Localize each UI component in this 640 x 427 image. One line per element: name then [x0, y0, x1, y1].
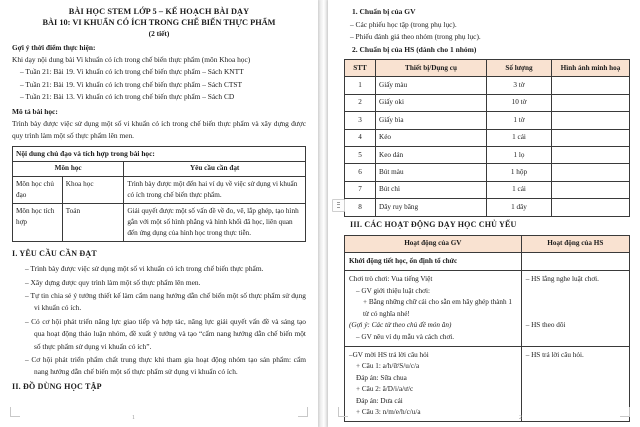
prep-gv-item: – Các phiếu học tập (trong phụ lục).: [350, 19, 457, 29]
supplies-header-stt: STT: [345, 60, 376, 77]
section-heading-iii: III. CÁC HOẠT ĐỘNG DẠY HỌC CHỦ YẾU: [350, 219, 517, 229]
supplies-cell-item: Bút chì: [376, 181, 487, 198]
supplies-header-image: Hình ảnh minh hoạ: [552, 60, 630, 77]
timing-intro: Khi dạy nội dung bài Vi khuẩn có ích trong chế biến thực phẩm (môn Khoa học): [12, 55, 251, 64]
table-row: [13, 177, 306, 204]
supplies-cell-stt: 3: [345, 112, 376, 129]
table-row: [13, 204, 306, 242]
supplies-cell-image: [552, 129, 630, 146]
table-header-row: [345, 235, 630, 252]
activity-line: Chơi trò chơi: Vua tiếng Việt: [349, 275, 433, 284]
timing-item: – Tuần 21: Bài 19. Vi khuẩn có ích trong chế biến thực phẩm – Sách KNTT: [20, 67, 244, 76]
activities-table: [344, 235, 630, 423]
list-item: – Có cơ hội phát triển năng lực giao tiếp và hợp tác, năng lực giải quyết vấn đề và sáng tạo qua hoạt động thảo luận nhóm, đề xuất ý tưởng và tạo “cẩm nang hướng dẫn chế biến một số thực phẩm sử dụng vi khuẩn có ích”.: [25, 317, 306, 351]
supplies-cell-item: Bút màu: [376, 164, 487, 181]
table-row: [345, 112, 630, 129]
supplies-cell-image: [552, 147, 630, 164]
supplies-cell-item: Giấy oki: [376, 94, 487, 111]
activity-question: + Câu 3: n/m/e/h/c/u/a: [356, 407, 421, 416]
supplies-cell-qty: 3 tờ: [487, 77, 552, 94]
supplies-cell-qty: 1 tờ: [487, 112, 552, 129]
page-number: 2: [519, 415, 522, 421]
content-row-requirement: Trình bày được một đến hai ví dụ về việc sử dụng vi khuẩn có ích trong chế biến thực phẩm.: [124, 177, 306, 204]
supplies-table: [344, 59, 630, 217]
activities-warmup-label: Khởi động tiết học, ổn định tổ chức: [345, 253, 522, 271]
activity-spacer: [526, 297, 625, 308]
activity-question: + Câu 2: ă/D/i/a/ư/c: [356, 385, 414, 394]
supplies-cell-image: [552, 94, 630, 111]
document-page-2[interactable]: [328, 0, 640, 427]
supplies-cell-image: [552, 181, 630, 198]
supplies-header-qty: Số lượng: [487, 60, 552, 77]
activities-header-gv: Hoạt động của GV: [345, 235, 522, 252]
content-row-requirement: Giải quyết được một số vấn đề về đo, vẽ, lắp ghép, tạo hình gắn với một số hình phẳng và hình khối đã học, liên quan đến ứng dụng của hình học trong thực tiễn.: [124, 204, 306, 242]
activity-answer: Đáp án: Sữa chua: [356, 373, 407, 382]
activity-line: – HS theo dõi: [525, 321, 566, 330]
supplies-cell-qty: 1 dây: [487, 199, 552, 216]
document-title-line-2: BÀI 10: VI KHUẨN CÓ ÍCH TRONG CHẾ BIẾN THỰC PHẨM: [42, 18, 276, 27]
timing-label: Gợi ý thời điểm thực hiện:: [12, 43, 96, 52]
section-heading-i: I. YÊU CẦU CẦN ĐẠT: [12, 249, 97, 259]
supplies-cell-item: Keo dán: [376, 147, 487, 164]
section-heading-ii: II. ĐỒ DÙNG HỌC TẬP: [12, 381, 102, 391]
activity-answer: Đáp án: Dưa cải: [356, 396, 403, 405]
supplies-cell-image: [552, 77, 630, 94]
supplies-header-item: Thiết bị/Dụng cụ: [376, 60, 487, 77]
content-row-role: Môn học tích hợp: [13, 204, 63, 242]
page-number: 1: [132, 415, 135, 421]
activity-spacer: [526, 286, 625, 297]
supplies-cell-item: Kéo: [376, 129, 487, 146]
document-page-1[interactable]: [0, 0, 318, 427]
content-table-header-subject: Môn học: [13, 161, 124, 176]
description-text: Trình bày được việc sử dụng một số vi khuẩn có ích trong chế biến thực phẩm và xây dựng được quy trình làm một số thực phẩm lên men.: [12, 118, 306, 140]
table-row: [345, 199, 630, 216]
list-item: – Xây dựng được quy trình làm một số thực phẩm lên men.: [25, 277, 201, 287]
prep-gv-item: – Phiếu đánh giá theo nhóm (trong phụ lục).: [350, 32, 481, 41]
activities-hs-cell: [521, 346, 629, 421]
activity-question: + Câu 1: a/h/ữ/S/u/c/a: [356, 362, 420, 371]
list-item: – Trình bày được việc sử dụng một số vi khuẩn có ích trong chế biến thực phẩm.: [25, 263, 264, 273]
activities-header-hs: Hoạt động của HS: [521, 235, 629, 252]
list-item: – Cơ hội phát triển phẩm chất trung thực khi tham gia hoạt động nhóm tạo sản phẩm: cẩm nang hướng dẫn chế biến một số thực phẩm sử dụng vi khuẩn có ích.: [25, 355, 306, 377]
margin-corner-mark: [620, 407, 630, 417]
supplies-cell-stt: 1: [345, 77, 376, 94]
document-title-line-1: BÀI HỌC STEM LỚP 5 – KẾ HOẠCH BÀI DẠY: [68, 7, 250, 16]
description-label: Mô tả bài học:: [12, 106, 58, 116]
table-row: [13, 161, 306, 176]
content-table-header-requirement: Yêu cầu cần đạt: [124, 161, 306, 176]
table-row: [345, 181, 630, 198]
document-duration: (2 tiết): [148, 29, 170, 38]
supplies-cell-stt: 2: [345, 94, 376, 111]
supplies-cell-stt: 8: [345, 199, 376, 216]
table-row: [345, 147, 630, 164]
table-row: [345, 94, 630, 111]
content-row-role: Môn học chủ đạo: [13, 177, 63, 204]
page-gutter: [318, 0, 328, 427]
supplies-cell-stt: 4: [345, 129, 376, 146]
activities-hs-cell: [521, 271, 629, 346]
supplies-cell-stt: 6: [345, 164, 376, 181]
table-row: [345, 77, 630, 94]
supplies-cell-qty: 1 hộp: [487, 164, 552, 181]
supplies-cell-item: Giấy màu: [376, 77, 487, 94]
table-row: [345, 271, 630, 346]
activities-gv-cell: [345, 271, 522, 346]
supplies-cell-qty: 1 cái: [487, 129, 552, 146]
activity-spacer: [526, 309, 625, 320]
supplies-cell-image: [552, 164, 630, 181]
table-row: [345, 253, 630, 271]
supplies-cell-qty: 1 cái: [487, 181, 552, 198]
margin-corner-mark: [298, 407, 308, 417]
activity-line: – HS trả lời câu hỏi.: [525, 350, 584, 359]
table-move-handle-icon[interactable]: [332, 199, 345, 212]
content-table-banner: Nội dung chủ đạo và tích hợp trong bài học:: [13, 146, 306, 161]
list-item: – Tự tin chia sẻ ý tưởng thiết kế làm cẩm nang hướng dẫn chế biến một số thực phẩm sử dụng vi khuẩn có ích.: [25, 291, 306, 313]
table-row: [345, 129, 630, 146]
supplies-cell-image: [552, 112, 630, 129]
table-row: [345, 346, 630, 421]
activities-warmup-hs: [521, 253, 629, 271]
supplies-cell-stt: 5: [345, 147, 376, 164]
prep-hs-heading: 2. Chuẩn bị của HS (dành cho 1 nhóm): [352, 44, 477, 54]
timing-item: – Tuần 21: Bài 13. Vi khuẩn có ích trong chế biến thực phẩm – Sách CD: [20, 92, 235, 101]
activity-line: – HS lắng nghe luật chơi.: [525, 275, 599, 284]
content-row-subject: Toán: [62, 204, 124, 242]
content-integration-table: [12, 146, 306, 243]
activity-line: – GV giới thiệu luật chơi:: [356, 286, 430, 295]
margin-corner-mark: [10, 407, 20, 417]
activity-line: –GV mời HS trả lời câu hỏi: [349, 350, 429, 359]
activities-gv-cell: [345, 346, 522, 421]
supplies-cell-item: Dây ruy băng: [376, 199, 487, 216]
table-row: [345, 164, 630, 181]
section-i-bullet-list: [12, 263, 306, 379]
table-header-row: [345, 60, 630, 77]
timing-item: – Tuần 21: Bài 19. Vi khuẩn có ích trong chế biến thực phẩm – Sách CTST: [20, 79, 243, 89]
supplies-cell-stt: 7: [345, 181, 376, 198]
supplies-cell-image: [552, 199, 630, 216]
table-row: [13, 146, 306, 161]
supplies-cell-item: Giấy bìa: [376, 112, 487, 129]
margin-corner-mark: [338, 407, 348, 417]
activity-line-hint: (Gợi ý: Các từ theo chủ đề món ăn): [349, 321, 452, 330]
activity-line: + Bằng những chữ cái cho sẵn em hãy ghép thành 1 từ có nghĩa nhé!: [363, 298, 512, 318]
content-row-subject: Khoa học: [62, 177, 124, 204]
prep-gv-heading: 1. Chuẩn bị của GV: [352, 7, 416, 16]
activity-line: – GV nêu ví dụ mẫu và cách chơi.: [356, 332, 455, 341]
supplies-cell-qty: 10 tờ: [487, 94, 552, 111]
supplies-cell-qty: 1 lọ: [487, 147, 552, 164]
